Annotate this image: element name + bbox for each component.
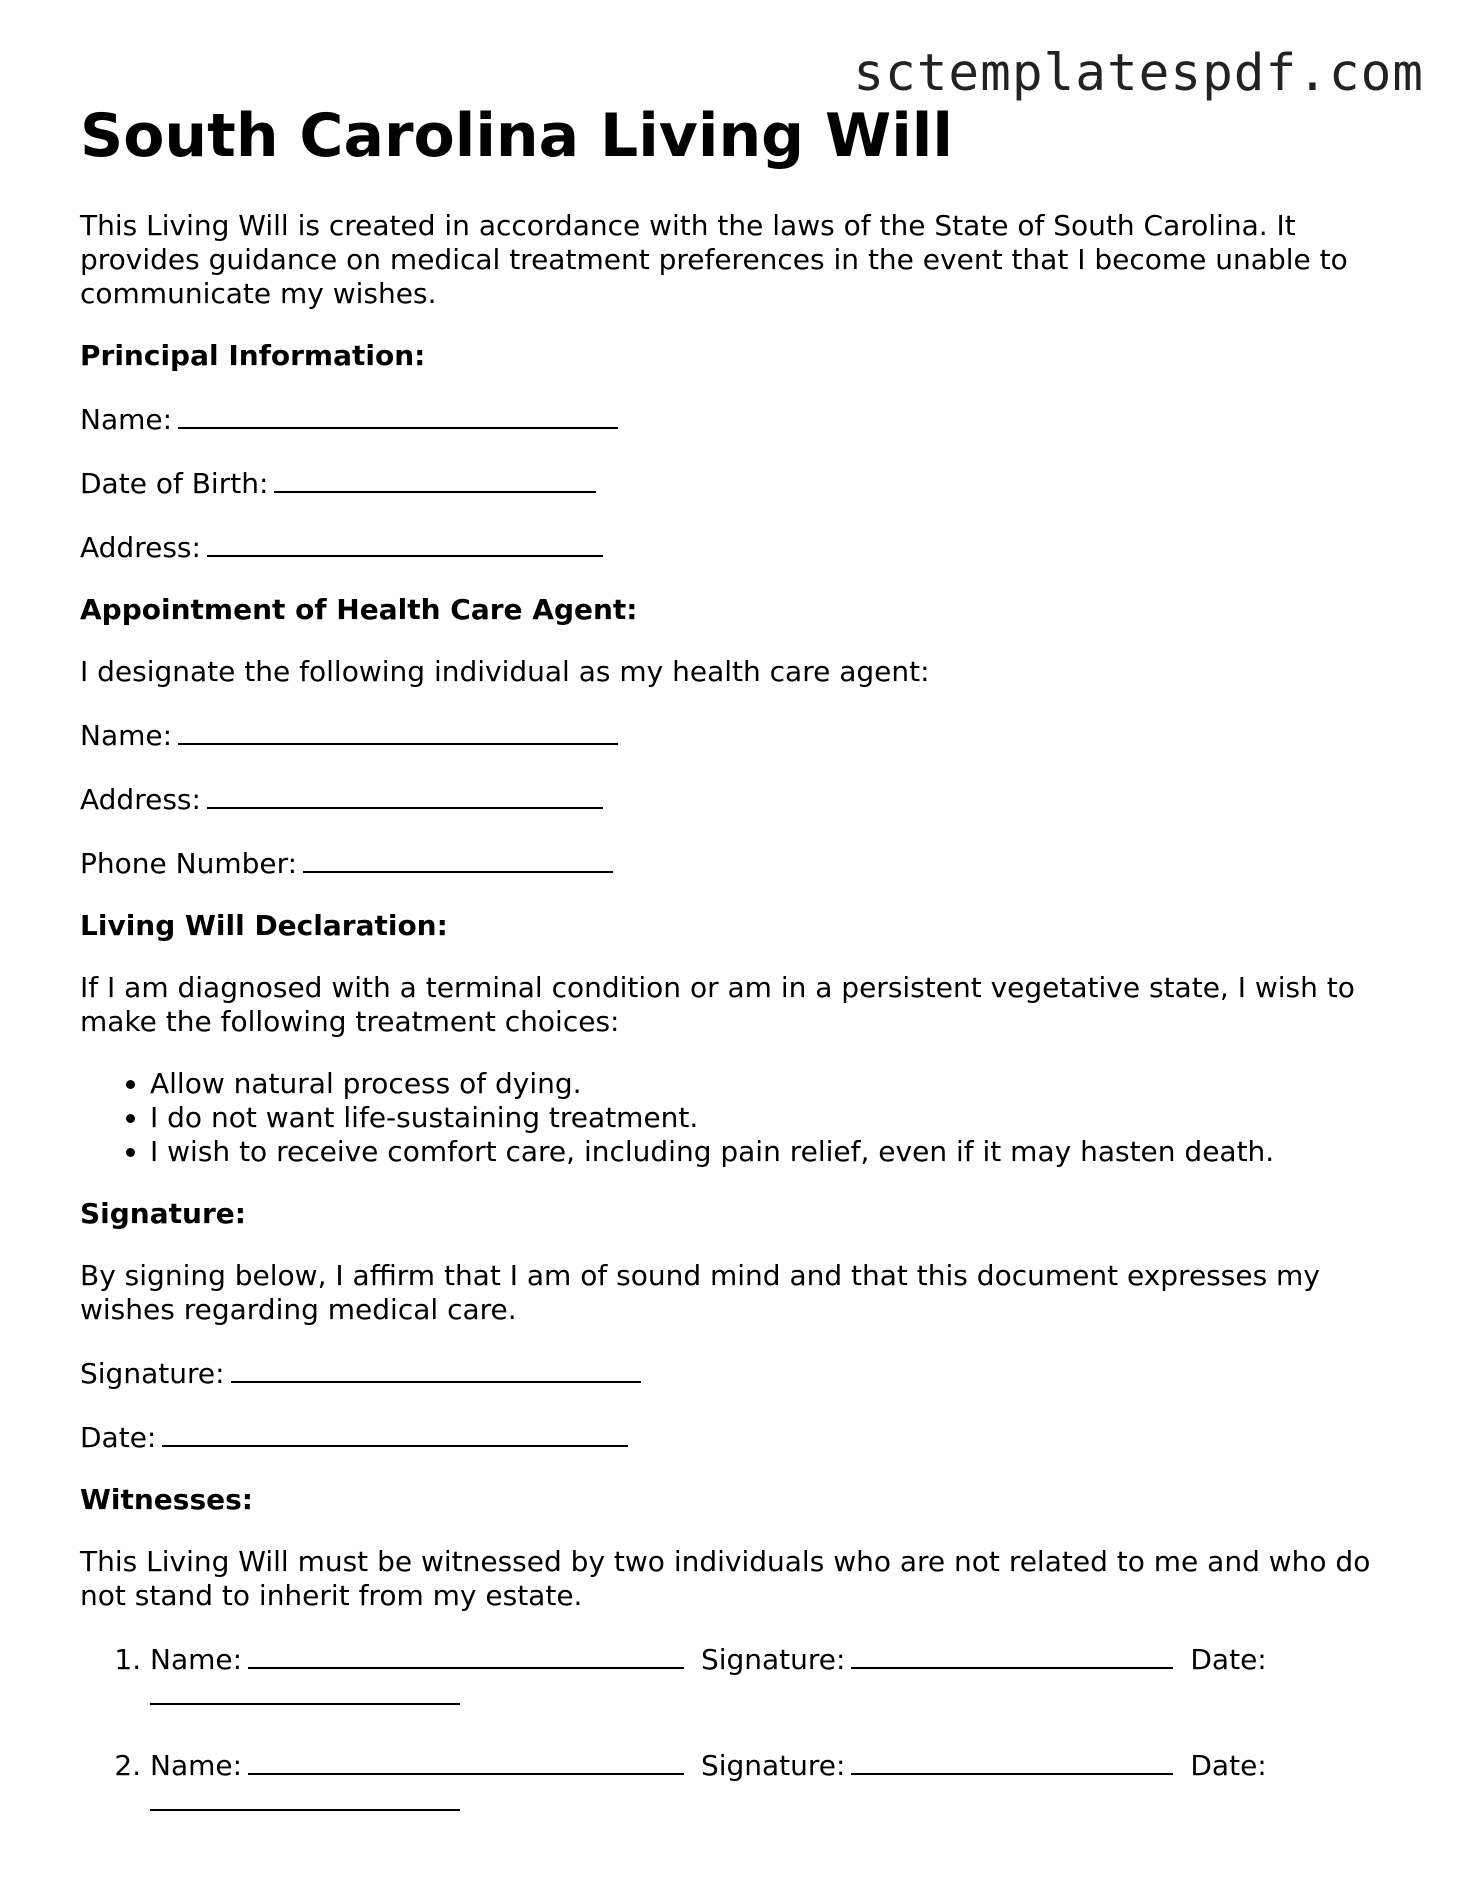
signature-intro: By signing below, I affirm that I am of sound mind and that this document expresses my wishes regarding medical care. <box>80 1259 1320 1326</box>
agent-name-blank[interactable] <box>178 717 618 745</box>
witness-name-label: Name: <box>150 1643 243 1676</box>
principal-name-field <box>80 401 1400 437</box>
declaration-heading: Living Will Declaration: <box>80 909 448 942</box>
document-page <box>80 102 1400 1853</box>
agent-address-field <box>80 781 1400 817</box>
principal-dob-blank[interactable] <box>274 465 596 493</box>
witnesses-intro: This Living Will must be witnessed by two individuals who are not related to me and who do not stand to inherit from my estate. <box>80 1545 1371 1612</box>
agent-phone-label: Phone Number: <box>80 847 298 880</box>
witness-signature-blank[interactable] <box>851 1641 1173 1669</box>
principal-address-field <box>80 529 1400 565</box>
intro-paragraph: This Living Will is created in accordance with the laws of the State of South Carolina. It provides guidance on medical treatment preferences in the event that I become unable to communicate my wishes. <box>80 209 1348 310</box>
principal-dob-label: Date of Birth: <box>80 467 269 500</box>
witness-name-blank[interactable] <box>248 1641 684 1669</box>
witness-date-label: Date: <box>1190 1643 1267 1676</box>
witness-row <box>150 1641 1370 1713</box>
witness-signature-label: Signature: <box>700 1643 846 1676</box>
signature-heading: Signature: <box>80 1197 246 1230</box>
witness-date-blank[interactable] <box>150 1677 460 1705</box>
principal-name-blank[interactable] <box>178 401 618 429</box>
agent-heading: Appointment of Health Care Agent: <box>80 593 638 626</box>
signature-date-field <box>80 1419 1400 1455</box>
agent-name-label: Name: <box>80 719 173 752</box>
witnesses-list <box>80 1641 1400 1819</box>
declaration-intro: If I am diagnosed with a terminal condition or am in a persistent vegetative state, I wish to make the following treatment choices: <box>80 971 1355 1038</box>
principal-name-label: Name: <box>80 403 173 436</box>
list-item: • I wish to receive comfort care, including pain relief, even if it may hasten death. <box>150 1135 1400 1169</box>
witness-signature-blank[interactable] <box>851 1747 1173 1775</box>
witness-name-label: Name: <box>150 1749 243 1782</box>
signature-date-label: Date: <box>80 1421 157 1454</box>
agent-phone-blank[interactable] <box>303 845 613 873</box>
treatment-choices-list <box>80 1067 1400 1169</box>
list-item: • Allow natural process of dying. <box>150 1067 1400 1101</box>
watermark: sctemplatespdf.com <box>853 44 1424 103</box>
principal-address-label: Address: <box>80 531 201 564</box>
page-title: South Carolina Living Will <box>80 101 953 171</box>
signature-blank[interactable] <box>231 1355 641 1383</box>
agent-phone-field <box>80 845 1400 881</box>
signature-label: Signature: <box>80 1357 225 1390</box>
list-item: • I do not want life-sustaining treatment. <box>150 1101 1400 1135</box>
signature-field <box>80 1355 1400 1391</box>
agent-name-field <box>80 717 1400 753</box>
agent-intro: I designate the following individual as my health care agent: <box>80 655 930 688</box>
principal-address-blank[interactable] <box>207 529 603 557</box>
signature-date-blank[interactable] <box>162 1419 628 1447</box>
witness-date-blank[interactable] <box>150 1783 460 1811</box>
witness-signature-label: Signature: <box>700 1749 846 1782</box>
principal-heading: Principal Information: <box>80 339 426 372</box>
witness-name-blank[interactable] <box>248 1747 684 1775</box>
witness-date-label: Date: <box>1190 1749 1267 1782</box>
agent-address-blank[interactable] <box>207 781 603 809</box>
witness-row <box>150 1747 1370 1819</box>
witnesses-heading: Witnesses: <box>80 1483 253 1516</box>
agent-address-label: Address: <box>80 783 201 816</box>
principal-dob-field <box>80 465 1400 501</box>
